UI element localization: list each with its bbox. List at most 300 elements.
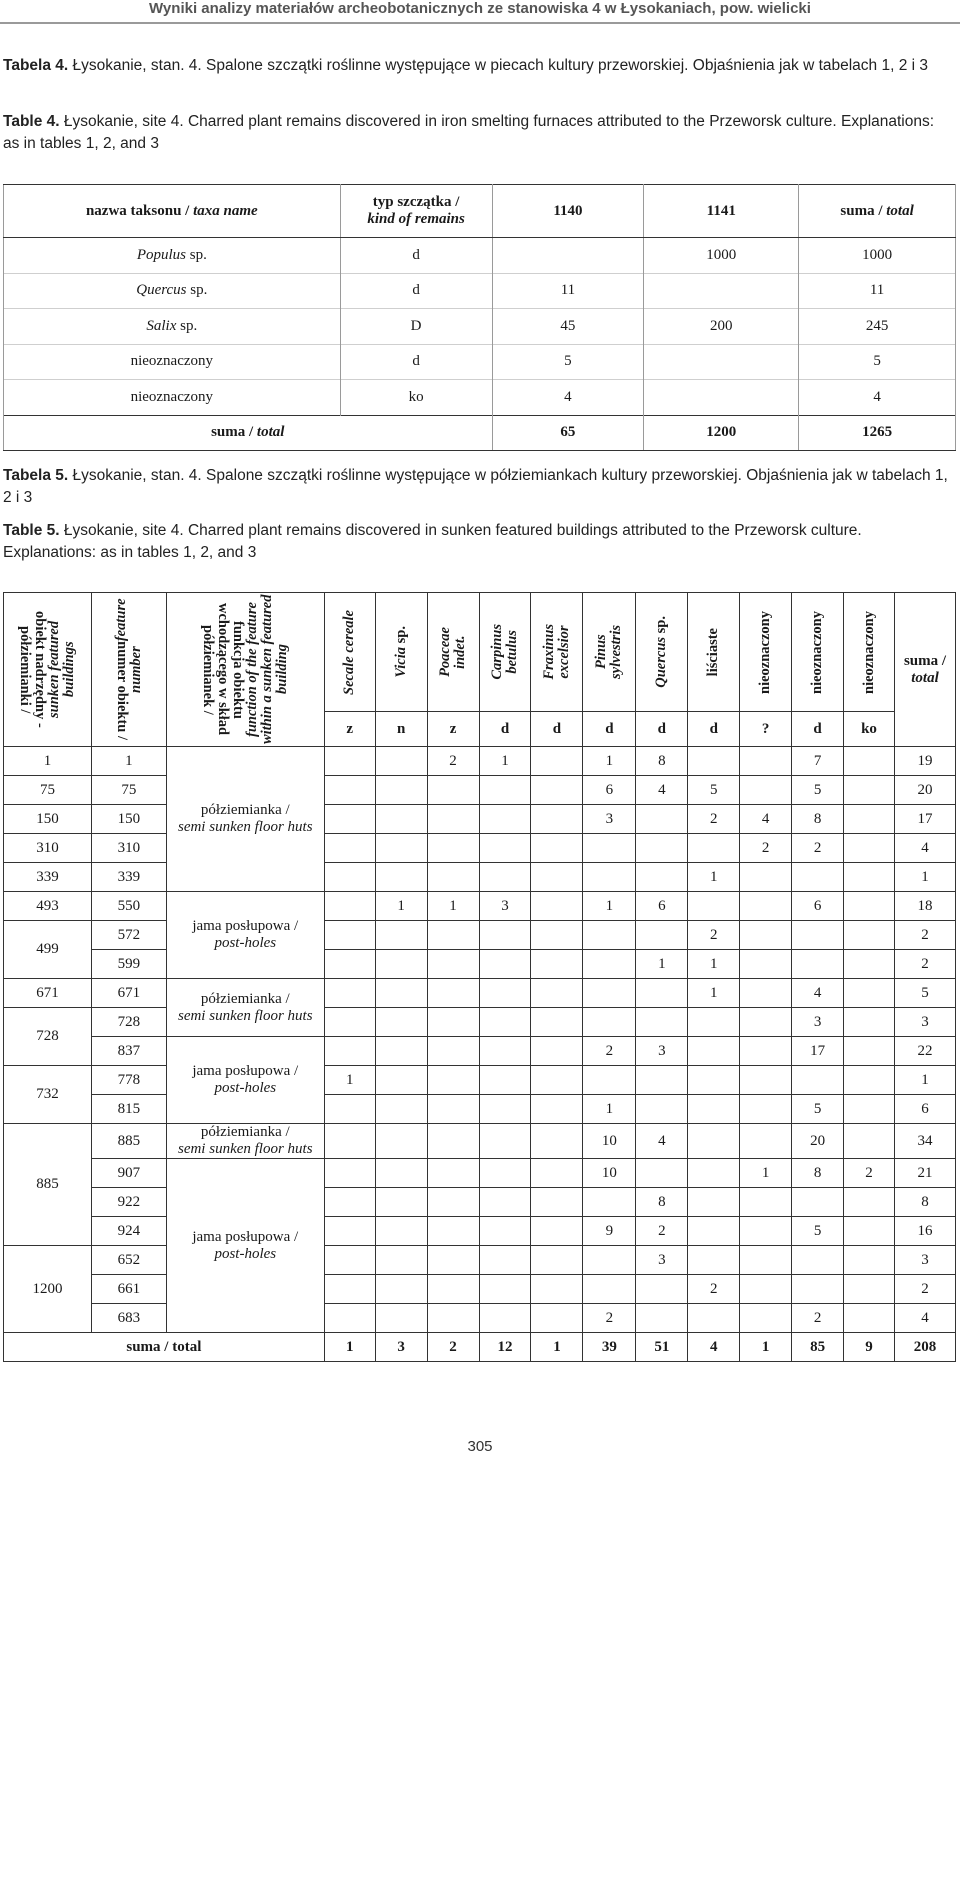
table-row — [4, 1246, 956, 1275]
count-cell — [479, 1188, 531, 1217]
count-cell — [531, 805, 583, 834]
parent-feature-cell: 75 — [4, 776, 92, 805]
count-cell — [324, 863, 375, 892]
row-total-cell: 19 — [894, 747, 955, 776]
row-total-cell: 4 — [894, 1304, 955, 1333]
function-en: semi sunken floor huts — [177, 1007, 313, 1024]
table5-caption-en — [3, 520, 953, 564]
value-cell: 4 — [492, 380, 644, 416]
count-cell — [844, 1066, 895, 1095]
total-cell: 11 — [799, 273, 956, 309]
count-cell — [844, 979, 895, 1008]
count-cell — [792, 1188, 844, 1217]
count-cell — [479, 805, 531, 834]
count-cell — [688, 1008, 740, 1037]
row-total-cell: 17 — [894, 805, 955, 834]
count-cell: 1 — [688, 863, 740, 892]
count-cell — [531, 1275, 583, 1304]
function-cell — [166, 747, 324, 892]
count-cell — [844, 1246, 895, 1275]
row-total-cell: 22 — [894, 1037, 955, 1066]
count-cell — [324, 892, 375, 921]
value-cell — [644, 273, 799, 309]
count-cell — [636, 1159, 688, 1188]
count-cell — [324, 1275, 375, 1304]
count-cell — [427, 1095, 479, 1124]
count-cell — [427, 1304, 479, 1333]
row-total-cell: 1 — [894, 863, 955, 892]
count-cell: 2 — [844, 1159, 895, 1188]
count-cell: 7 — [792, 747, 844, 776]
count-cell — [688, 1124, 740, 1159]
count-cell — [740, 979, 792, 1008]
taxon-cell: nieoznaczony — [4, 344, 341, 380]
count-cell: 17 — [792, 1037, 844, 1066]
parent-feature-cell: 310 — [4, 834, 92, 863]
header-taxon: nieoznaczony — [792, 593, 844, 712]
header-taxon: liściaste — [688, 593, 740, 712]
count-cell — [792, 1275, 844, 1304]
total-cell: 245 — [799, 309, 956, 345]
count-cell — [740, 1095, 792, 1124]
count-cell — [531, 1124, 583, 1159]
count-cell — [427, 1124, 479, 1159]
header-taxon: Quercus sp. — [636, 593, 688, 712]
count-cell — [740, 892, 792, 921]
count-cell: 6 — [583, 776, 636, 805]
count-cell — [427, 1008, 479, 1037]
count-cell: 3 — [583, 805, 636, 834]
feature-number-cell: 924 — [91, 1217, 166, 1246]
count-cell — [324, 1246, 375, 1275]
count-cell: 6 — [792, 892, 844, 921]
parent-feature-cell: 1200 — [4, 1246, 92, 1333]
function-en: semi sunken floor huts — [177, 819, 313, 835]
parent-feature-cell: 728 — [4, 1008, 92, 1066]
count-cell — [479, 834, 531, 863]
remains-code: d — [688, 712, 740, 747]
count-cell: 4 — [636, 1124, 688, 1159]
count-cell — [324, 1188, 375, 1217]
header-taxon: nieoznaczony — [740, 593, 792, 712]
count-cell: 1 — [688, 950, 740, 979]
feature-number-cell: 778 — [91, 1066, 166, 1095]
count-cell — [531, 950, 583, 979]
taxon-cell: Salix sp. — [4, 309, 341, 345]
count-cell — [583, 834, 636, 863]
count-cell — [531, 747, 583, 776]
count-cell — [792, 1066, 844, 1095]
value-cell: 45 — [492, 309, 644, 345]
header-taxon: Secale cereale — [324, 593, 375, 712]
count-cell — [740, 950, 792, 979]
parent-feature-cell: 671 — [4, 979, 92, 1008]
table-row — [4, 921, 956, 950]
row-total-cell: 34 — [894, 1124, 955, 1159]
count-cell — [688, 1217, 740, 1246]
count-cell: 10 — [583, 1159, 636, 1188]
count-cell — [479, 979, 531, 1008]
count-cell — [427, 1275, 479, 1304]
count-cell — [688, 1037, 740, 1066]
count-cell — [531, 776, 583, 805]
header-feature-number: numer obiektu /feature number — [91, 593, 166, 747]
remains-code: ko — [844, 712, 895, 747]
total-row — [4, 1333, 956, 1362]
feature-number-cell: 815 — [91, 1095, 166, 1124]
feature-number-cell: 310 — [91, 834, 166, 863]
grand-total: 1265 — [799, 415, 956, 450]
count-cell — [324, 747, 375, 776]
count-cell — [583, 1246, 636, 1275]
feature-number-cell: 572 — [91, 921, 166, 950]
parent-feature-cell: 732 — [4, 1066, 92, 1124]
count-cell — [375, 747, 427, 776]
column-total-cell: 1 — [740, 1333, 792, 1362]
caption-label: Table 4. — [3, 113, 60, 130]
count-cell — [427, 979, 479, 1008]
count-cell: 2 — [583, 1037, 636, 1066]
table-row — [4, 309, 956, 345]
count-cell — [324, 1037, 375, 1066]
feature-number-cell: 550 — [91, 892, 166, 921]
column-total-cell: 2 — [427, 1333, 479, 1362]
running-header: Wyniki analizy materiałów archeobotanicznych ze stanowiska 4 w Łysokaniach, pow. wielicki — [0, 0, 960, 24]
count-cell — [375, 1188, 427, 1217]
remains-code: z — [324, 712, 375, 747]
remains-code: d — [531, 712, 583, 747]
row-total-cell: 18 — [894, 892, 955, 921]
count-cell: 1 — [636, 950, 688, 979]
caption-text: Łysokanie, stan. 4. Spalone szczątki roślinne występujące w półziemiankach kultury przeworskiej. Objaśnienia jak w tabelach 1, 2 i 3 — [3, 467, 948, 506]
feature-number-cell: 922 — [91, 1188, 166, 1217]
column-total-cell: 12 — [479, 1333, 531, 1362]
count-cell — [583, 921, 636, 950]
count-cell — [583, 863, 636, 892]
count-cell: 8 — [636, 1188, 688, 1217]
feature-number-cell: 885 — [91, 1124, 166, 1159]
feature-number-cell: 1 — [91, 747, 166, 776]
count-cell — [844, 1275, 895, 1304]
count-cell: 20 — [792, 1124, 844, 1159]
row-total-cell: 2 — [894, 950, 955, 979]
count-cell — [844, 892, 895, 921]
count-cell: 4 — [636, 776, 688, 805]
remains-code: z — [427, 712, 479, 747]
count-cell: 3 — [636, 1037, 688, 1066]
count-cell — [636, 1095, 688, 1124]
count-cell — [479, 1066, 531, 1095]
count-cell: 5 — [792, 1095, 844, 1124]
feature-number-cell: 683 — [91, 1304, 166, 1333]
count-cell — [583, 979, 636, 1008]
parent-feature-cell: 493 — [4, 892, 92, 921]
count-cell: 8 — [792, 1159, 844, 1188]
count-cell — [688, 1159, 740, 1188]
count-cell — [479, 863, 531, 892]
count-cell: 2 — [740, 834, 792, 863]
feature-number-cell: 907 — [91, 1159, 166, 1188]
table-row — [4, 1008, 956, 1037]
row-total-cell: 3 — [894, 1246, 955, 1275]
count-cell — [375, 863, 427, 892]
count-cell — [844, 1217, 895, 1246]
count-cell — [531, 834, 583, 863]
total-label: suma / total — [4, 1333, 325, 1362]
count-cell — [375, 1037, 427, 1066]
count-cell: 1 — [427, 892, 479, 921]
count-cell — [324, 805, 375, 834]
count-cell — [427, 1159, 479, 1188]
count-cell — [844, 805, 895, 834]
table4 — [3, 184, 956, 451]
table4-caption-pl — [3, 55, 928, 77]
count-cell — [375, 1275, 427, 1304]
count-cell — [531, 1217, 583, 1246]
count-cell — [740, 1124, 792, 1159]
count-cell — [479, 1124, 531, 1159]
count-cell — [740, 1008, 792, 1037]
caption-text: Łysokanie, stan. 4. Spalone szczątki roślinne występujące w piecach kultury przeworskiej. Objaśnienia jak w tabelach 1, 2 i 3 — [68, 57, 929, 74]
count-cell: 5 — [688, 776, 740, 805]
count-cell — [844, 834, 895, 863]
value-cell: 11 — [492, 273, 644, 309]
count-cell — [479, 1217, 531, 1246]
function-en: post-holes — [214, 935, 277, 951]
count-cell — [531, 892, 583, 921]
column-total-cell: 51 — [636, 1333, 688, 1362]
row-total-cell: 20 — [894, 776, 955, 805]
table-row — [4, 1037, 956, 1066]
count-cell — [636, 1008, 688, 1037]
header-taxon: Poaceae indet. — [427, 593, 479, 712]
count-cell: 9 — [583, 1217, 636, 1246]
count-cell — [844, 1304, 895, 1333]
column-total-cell: 3 — [375, 1333, 427, 1362]
count-cell — [583, 1008, 636, 1037]
header-parent-feature: obiekt nadrzędny - półziemianki /sunken featured buildings — [4, 593, 92, 747]
count-cell: 2 — [792, 1304, 844, 1333]
caption-label: Table 5. — [3, 522, 60, 539]
header-taxon: Carpinus betulus — [479, 593, 531, 712]
function-pl: jama posłupowa / — [192, 1063, 299, 1079]
count-cell — [583, 1188, 636, 1217]
count-cell — [324, 834, 375, 863]
count-cell — [479, 1037, 531, 1066]
count-cell: 10 — [583, 1124, 636, 1159]
remains-code: d — [583, 712, 636, 747]
count-cell — [636, 1275, 688, 1304]
remains-code: ? — [740, 712, 792, 747]
table-row — [4, 1124, 956, 1159]
count-cell — [636, 1066, 688, 1095]
count-cell: 2 — [688, 1275, 740, 1304]
count-cell — [531, 979, 583, 1008]
function-cell — [166, 1124, 324, 1159]
count-cell — [844, 1095, 895, 1124]
table5 — [3, 592, 956, 1362]
header-1140: 1140 — [492, 185, 644, 238]
count-cell — [792, 863, 844, 892]
column-total-cell: 9 — [844, 1333, 895, 1362]
count-cell — [740, 1246, 792, 1275]
count-cell: 1 — [375, 892, 427, 921]
count-cell — [636, 921, 688, 950]
table-row — [4, 1275, 956, 1304]
taxon-cell: nieoznaczony — [4, 380, 341, 416]
count-cell — [740, 1188, 792, 1217]
table-row — [4, 892, 956, 921]
value-cell — [644, 380, 799, 416]
table-row — [4, 979, 956, 1008]
count-cell — [427, 1066, 479, 1095]
table-row — [4, 238, 956, 274]
feature-number-cell: 599 — [91, 950, 166, 979]
row-total-cell: 2 — [894, 1275, 955, 1304]
count-cell: 3 — [479, 892, 531, 921]
count-cell: 1 — [479, 747, 531, 776]
count-cell: 2 — [688, 805, 740, 834]
count-cell — [427, 1037, 479, 1066]
count-cell — [688, 747, 740, 776]
kind-cell: d — [340, 344, 492, 380]
row-total-cell: 5 — [894, 979, 955, 1008]
column-total-cell: 85 — [792, 1333, 844, 1362]
kind-cell: d — [340, 238, 492, 274]
count-cell — [324, 1008, 375, 1037]
table-row — [4, 950, 956, 979]
row-total-cell: 1 — [894, 1066, 955, 1095]
count-cell: 2 — [636, 1217, 688, 1246]
count-cell — [688, 1304, 740, 1333]
count-cell — [427, 1217, 479, 1246]
taxon-cell: Populus sp. — [4, 238, 341, 274]
count-cell — [375, 1246, 427, 1275]
function-pl: półziemianka / — [200, 1124, 290, 1140]
count-cell: 3 — [792, 1008, 844, 1037]
count-cell: 1 — [583, 892, 636, 921]
feature-number-cell: 150 — [91, 805, 166, 834]
count-cell — [583, 1275, 636, 1304]
count-cell — [531, 1304, 583, 1333]
table-row — [4, 776, 956, 805]
count-cell — [531, 1246, 583, 1275]
feature-number-cell: 728 — [91, 1008, 166, 1037]
count-cell — [688, 1095, 740, 1124]
header-1141: 1141 — [644, 185, 799, 238]
function-pl: półziemianka / — [200, 802, 290, 818]
header-total: suma / total — [894, 593, 955, 747]
total-1140: 65 — [492, 415, 644, 450]
count-cell — [531, 1066, 583, 1095]
header-total: suma / total — [799, 185, 956, 238]
count-cell — [479, 1246, 531, 1275]
feature-number-cell: 661 — [91, 1275, 166, 1304]
table-row — [4, 1095, 956, 1124]
count-cell — [427, 1246, 479, 1275]
count-cell — [844, 1008, 895, 1037]
count-cell — [844, 776, 895, 805]
count-cell — [531, 921, 583, 950]
count-cell — [688, 1066, 740, 1095]
count-cell — [740, 1304, 792, 1333]
count-cell — [583, 950, 636, 979]
count-cell — [531, 1188, 583, 1217]
count-cell — [427, 1188, 479, 1217]
count-cell: 4 — [740, 805, 792, 834]
count-cell — [427, 950, 479, 979]
count-cell — [844, 921, 895, 950]
count-cell: 1 — [583, 1095, 636, 1124]
table-row — [4, 273, 956, 309]
taxon-cell: Quercus sp. — [4, 273, 341, 309]
total-1141: 1200 — [644, 415, 799, 450]
parent-feature-cell: 339 — [4, 863, 92, 892]
count-cell — [583, 1066, 636, 1095]
count-cell — [324, 979, 375, 1008]
parent-feature-cell: 150 — [4, 805, 92, 834]
count-cell — [375, 1066, 427, 1095]
count-cell — [740, 776, 792, 805]
function-en: semi sunken floor huts — [177, 1141, 313, 1157]
table-row — [4, 344, 956, 380]
count-cell — [375, 950, 427, 979]
count-cell: 5 — [792, 776, 844, 805]
count-cell: 2 — [427, 747, 479, 776]
count-cell — [636, 1304, 688, 1333]
count-cell — [688, 1246, 740, 1275]
count-cell: 2 — [688, 921, 740, 950]
count-cell — [375, 1124, 427, 1159]
count-cell — [740, 1217, 792, 1246]
total-cell: 1000 — [799, 238, 956, 274]
column-total-cell: 39 — [583, 1333, 636, 1362]
count-cell — [427, 805, 479, 834]
count-cell — [636, 834, 688, 863]
value-cell: 1000 — [644, 238, 799, 274]
table-row — [4, 863, 956, 892]
remains-code: n — [375, 712, 427, 747]
count-cell — [375, 979, 427, 1008]
count-cell — [844, 863, 895, 892]
count-cell — [375, 776, 427, 805]
feature-number-cell: 837 — [91, 1037, 166, 1066]
function-cell — [166, 979, 324, 1037]
row-total-cell: 4 — [894, 834, 955, 863]
feature-number-cell: 339 — [91, 863, 166, 892]
total-row — [4, 415, 956, 450]
count-cell — [479, 776, 531, 805]
header-taxon: Pinus sylvestris — [583, 593, 636, 712]
count-cell: 1 — [324, 1066, 375, 1095]
parent-feature-cell: 885 — [4, 1124, 92, 1246]
row-total-cell: 2 — [894, 921, 955, 950]
count-cell — [324, 1159, 375, 1188]
feature-number-cell: 671 — [91, 979, 166, 1008]
count-cell — [479, 1159, 531, 1188]
grand-total: 208 — [894, 1333, 955, 1362]
value-cell — [492, 238, 644, 274]
count-cell — [792, 1246, 844, 1275]
function-cell — [166, 892, 324, 979]
count-cell — [324, 1124, 375, 1159]
count-cell: 2 — [792, 834, 844, 863]
count-cell: 1 — [688, 979, 740, 1008]
count-cell — [479, 950, 531, 979]
count-cell — [324, 1095, 375, 1124]
count-cell: 8 — [792, 805, 844, 834]
count-cell — [740, 863, 792, 892]
